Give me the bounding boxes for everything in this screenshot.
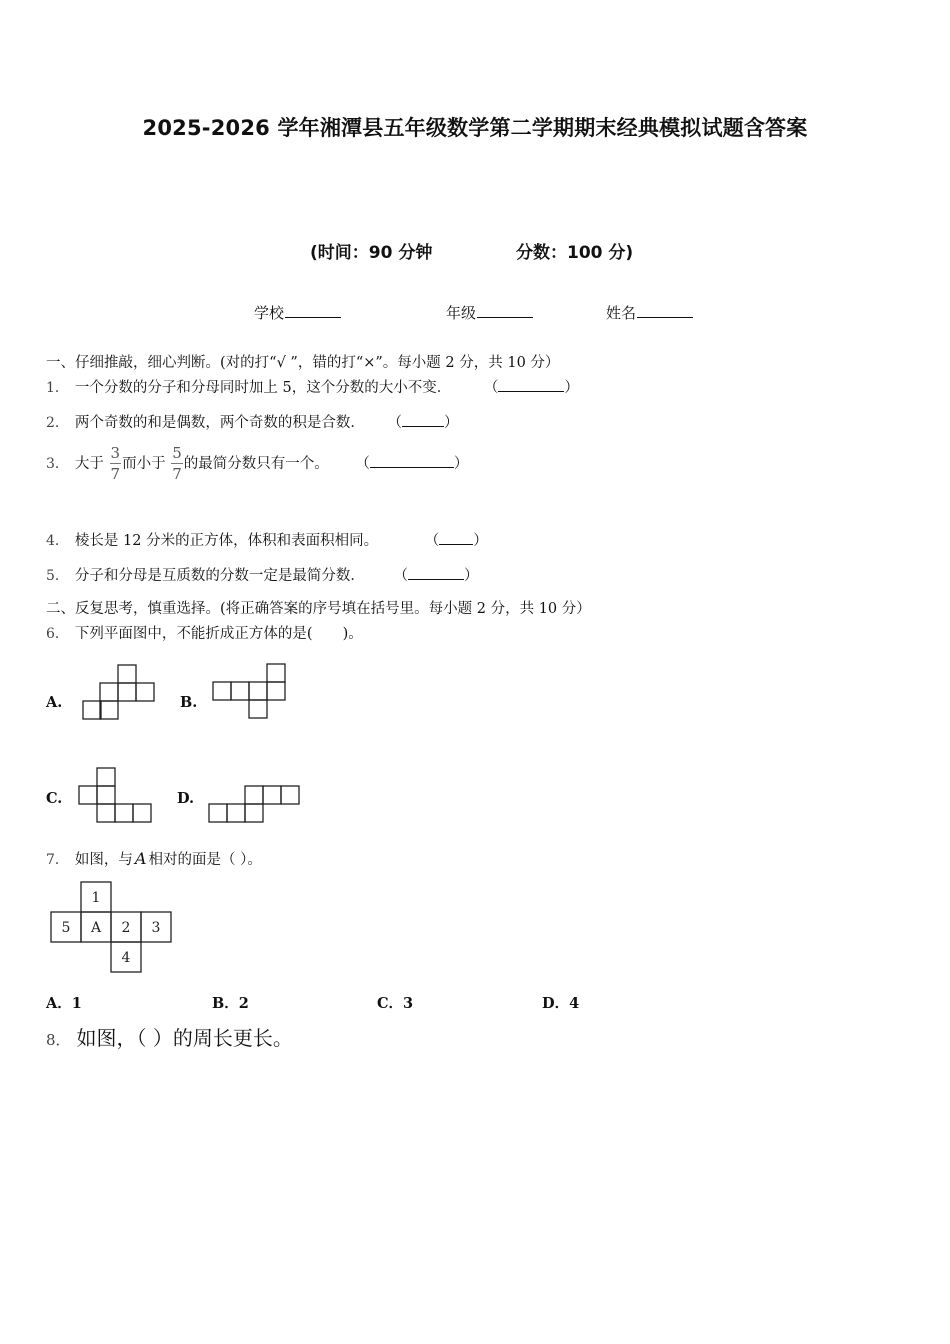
q3-paren-open: （ <box>355 456 370 472</box>
q7-label-right1: 2 <box>121 920 131 936</box>
exam-time: (时间：90 分钟 <box>310 243 433 263</box>
q6-option-d-label[interactable]: D. <box>177 790 195 807</box>
q7-option-d[interactable]: D．4 <box>542 995 580 1012</box>
q6-option-d-net[interactable] <box>208 785 300 823</box>
q7-label-top: 1 <box>91 890 101 906</box>
q4-text: 棱长是 12 分米的正方体，体积和表面积相同。 <box>74 533 379 549</box>
q3-answer-blank[interactable] <box>370 453 454 468</box>
name-blank[interactable] <box>637 303 693 318</box>
q7-label-left: 5 <box>61 920 71 936</box>
q7-letter-a: A <box>134 849 147 868</box>
q7-option-c[interactable]: C．3 <box>377 995 414 1012</box>
q6-option-a-label[interactable]: A. <box>46 694 63 711</box>
q3-number: 3． <box>46 456 69 472</box>
q7-text-2: 相对的面是（ ）。 <box>148 852 262 868</box>
q6-text: 下列平面图中，不能折成正方体的是( <box>74 626 313 642</box>
grade-label: 年级 <box>446 304 477 322</box>
q7-label-right2: 3 <box>151 920 161 936</box>
question-3 <box>46 446 468 482</box>
question-1 <box>46 376 579 397</box>
q7-label-bottom: 4 <box>121 950 131 966</box>
q6-option-b-label[interactable]: B. <box>180 694 198 711</box>
fraction-3-7 <box>110 446 122 482</box>
q5-paren-open: （ <box>393 568 409 584</box>
question-7 <box>46 848 262 869</box>
q7-cube-net <box>50 881 174 975</box>
q6-option-b-net[interactable] <box>212 663 288 719</box>
question-4 <box>46 529 488 550</box>
question-8 <box>46 1022 293 1051</box>
question-6 <box>46 622 363 643</box>
exam-title: 2025-2026 学年湘潭县五年级数学第二学期期末经典模拟试题含答案 <box>142 116 808 140</box>
q7-text-1: 如图，与 <box>74 852 133 868</box>
q5-number: 5． <box>46 568 69 584</box>
fraction-3-7-numerator: 3 <box>110 444 121 462</box>
q3-paren-close: ） <box>453 456 469 472</box>
q7-option-b[interactable]: B．2 <box>212 995 249 1012</box>
q2-text: 两个奇数的和是偶数，两个奇数的积是合数． <box>74 415 365 431</box>
q1-paren-close: ） <box>564 380 579 396</box>
q5-paren-close: ） <box>464 568 479 584</box>
exam-score: 分数：100 分) <box>516 243 634 263</box>
q7-label-center: A <box>90 920 102 936</box>
q6-text-end: )。 <box>342 626 363 642</box>
q4-paren-close: ） <box>473 533 488 549</box>
q3-text-3: 的最简分数只有一个。 <box>183 456 329 472</box>
q5-text: 分子和分母是互质数的分数一定是最简分数． <box>74 568 365 584</box>
q1-paren-open: （ <box>483 380 499 396</box>
q6-number: 6． <box>46 626 69 642</box>
q6-option-c-label[interactable]: C. <box>46 790 63 807</box>
q2-number: 2． <box>46 415 69 431</box>
q8-text: 如图，（ ）的周长更长。 <box>76 1026 293 1050</box>
q1-text: 一个分数的分子和分母同时加上 5，这个分数的大小不变． <box>74 380 452 396</box>
section1-heading: 一、仔细推敲，细心判断。(对的打“√ ”，错的打“×”。每小题 2 分，共 10 分） <box>46 355 560 371</box>
name-field[interactable] <box>606 302 693 323</box>
q6-option-c-net[interactable] <box>78 767 154 823</box>
q8-number: 8． <box>46 1031 71 1049</box>
q6-option-a-net[interactable] <box>82 664 156 720</box>
q7-option-a[interactable]: A．1 <box>46 995 82 1012</box>
q1-answer-blank[interactable] <box>498 377 564 392</box>
fraction-5-7 <box>171 446 183 482</box>
q1-number: 1． <box>46 380 69 396</box>
name-label: 姓名 <box>606 304 637 322</box>
q3-text-2: 而小于 <box>122 456 166 472</box>
q4-number: 4． <box>46 533 69 549</box>
school-blank[interactable] <box>285 303 341 318</box>
fraction-3-7-denominator: 7 <box>110 465 121 483</box>
school-label: 学校 <box>254 304 285 322</box>
question-5 <box>46 564 479 585</box>
fraction-5-7-denominator: 7 <box>172 465 182 483</box>
fraction-5-7-numerator: 5 <box>172 444 182 462</box>
q2-paren-open: （ <box>387 415 403 431</box>
question-2 <box>46 411 459 432</box>
q3-text-1: 大于 <box>74 456 104 472</box>
q7-number: 7． <box>46 852 69 868</box>
q5-answer-blank[interactable] <box>408 565 464 580</box>
grade-field[interactable] <box>446 302 533 323</box>
q2-paren-close: ） <box>444 415 459 431</box>
q4-answer-blank[interactable] <box>439 530 473 545</box>
section2-heading: 二、反复思考，慎重选择。(将正确答案的序号填在括号里。每小题 2 分，共 10 分） <box>46 601 591 617</box>
school-field[interactable] <box>254 302 341 323</box>
q4-paren-open: （ <box>424 533 440 549</box>
grade-blank[interactable] <box>477 303 533 318</box>
q2-answer-blank[interactable] <box>402 412 444 427</box>
